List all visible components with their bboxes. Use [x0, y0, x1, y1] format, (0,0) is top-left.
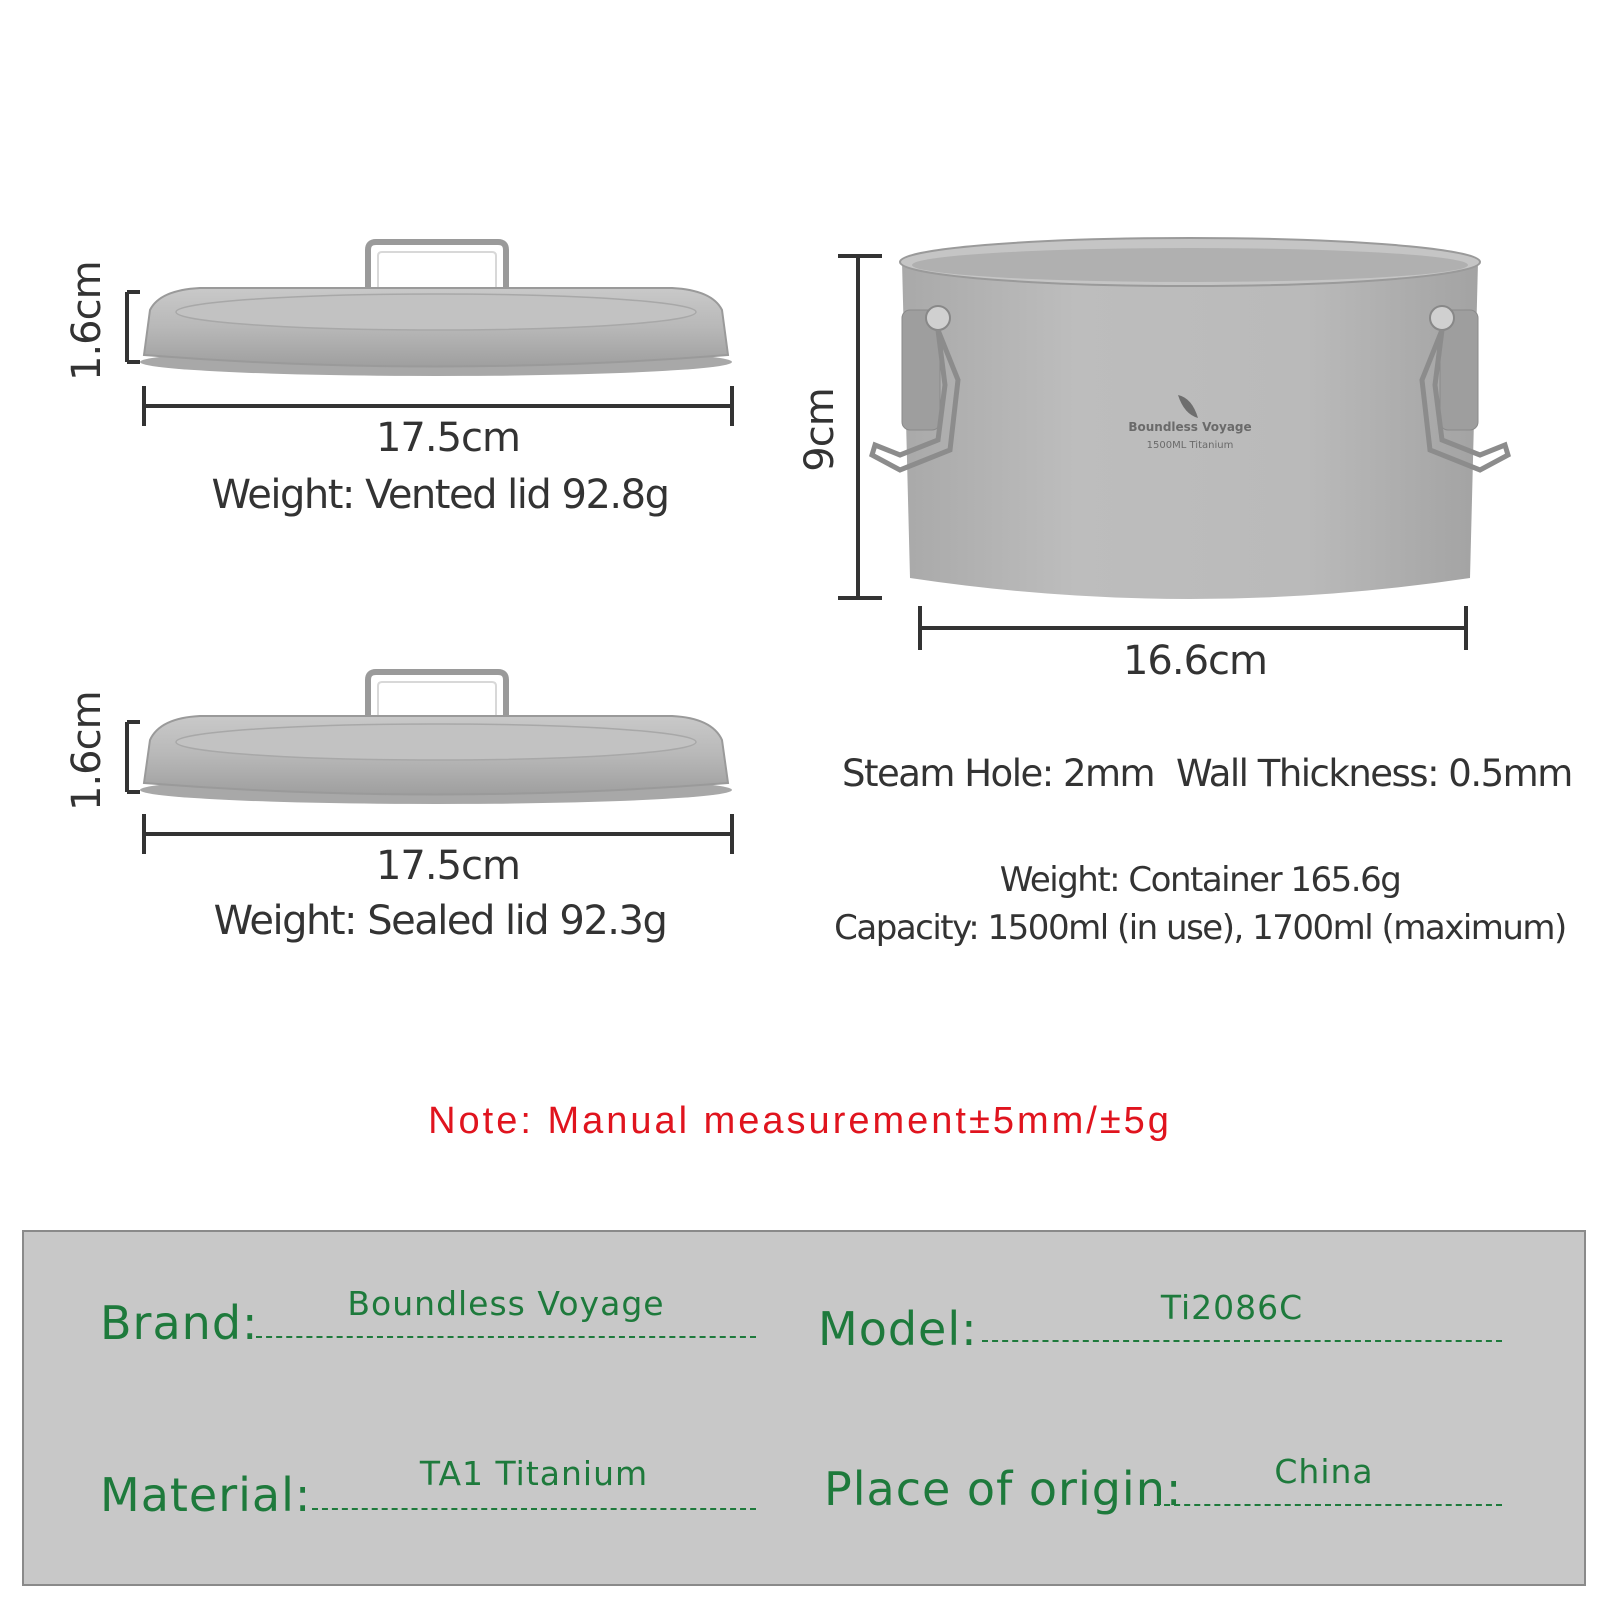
brand-underline [256, 1336, 756, 1338]
sealed-lid-weight-label: Weight: Sealed lid 92.3g [213, 898, 667, 944]
capacity-spec: Capacity: 1500ml (in use), 1700ml (maximum) [834, 908, 1566, 948]
brand-value: Boundless Voyage [347, 1284, 665, 1323]
sealed-lid-diameter-label: 17.5cm [375, 843, 521, 889]
steam-hole-spec: Steam Hole: 2mm [842, 752, 1155, 795]
model-underline [982, 1340, 1502, 1342]
vented-lid-height-label: 1.6cm [64, 261, 110, 381]
vented-lid-diameter-label: 17.5cm [375, 415, 521, 461]
origin-underline [1154, 1504, 1502, 1506]
origin-value: China [1274, 1452, 1374, 1491]
vented-lid-weight-label: Weight: Vented lid 92.8g [211, 472, 669, 518]
sealed-lid-height-label: 1.6cm [64, 691, 110, 811]
container-pot-image [872, 238, 1508, 599]
model-value: Ti2086C [1160, 1288, 1304, 1327]
brand-label: Brand: [100, 1296, 259, 1350]
material-label: Material: [100, 1468, 312, 1522]
container-weight-spec: Weight: Container 165.6g [999, 860, 1401, 900]
pot-diameter-label: 16.6cm [1122, 638, 1268, 684]
measurement-note: Note: Manual measurement±5mm/±5g [428, 1100, 1172, 1142]
material-value: TA1 Titanium [419, 1454, 649, 1493]
vented-lid-image [140, 242, 732, 376]
pot-engraving-spec: 1500ML Titanium [1146, 440, 1234, 451]
material-underline [312, 1508, 756, 1510]
sealed-lid-image [140, 672, 732, 804]
info-panel [22, 1230, 1586, 1586]
wall-thickness-spec: Wall Thickness: 0.5mm [1176, 752, 1572, 795]
pot-engraving-brand: Boundless Voyage [1128, 420, 1252, 434]
model-label: Model: [818, 1302, 978, 1356]
pot-height-label: 9cm [797, 388, 843, 472]
origin-label: Place of origin: [824, 1462, 1183, 1516]
